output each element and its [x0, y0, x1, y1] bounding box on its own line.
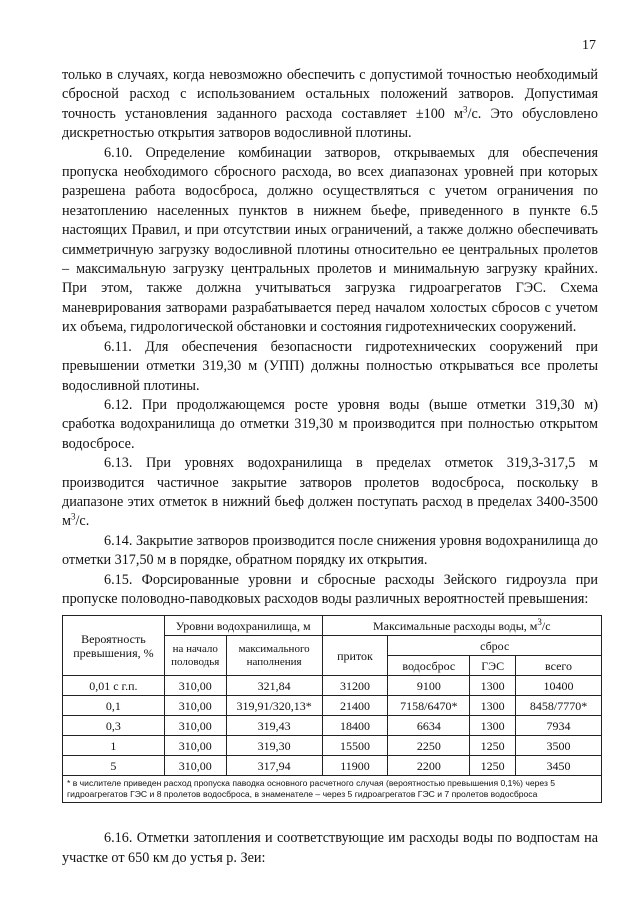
table-footnote: * в числителе приведен расход пропуска паводка основного расчетного случая (вероятностью превышения 0,1%) через 5 гидроагрегатов ГЭС и 8 пролетов водосброса, в знаменателе – через 5 гидроагрегатов ГЭС и 7 пролетов водосброса: [63, 776, 602, 803]
paragraph-6-16: 6.16. Отметки затопления и соответствующие им расходы воды по водпостам на участке от 650 км до устья р. Зеи:: [62, 830, 598, 866]
paragraph-6-12: 6.12. При продолжающемся росте уровня воды (выше отметки 319,30 м) сработка водохранилища до отметки 319,30 м производится при полностью открытом водосбросе.: [62, 396, 598, 452]
header-start-level: на начало половодья: [164, 636, 226, 676]
header-inflow: приток: [322, 636, 388, 676]
paragraph-6-14: 6.14. Закрытие затворов производится после снижения уровня водохранилища до отметки 317,50 м в порядке, обратном порядку их открытия.: [62, 532, 598, 569]
header-levels: Уровни водохранилища, м: [164, 616, 322, 636]
paragraph-6-11: 6.11. Для обеспечения безопасности гидротехнических сооружений при превышении отметки 319,30 м (УПП) должны полностью открываться все пролеты водосливной плотины.: [62, 338, 598, 394]
paragraph-6-13: 6.13. При уровнях водохранилища в пределах отметок 319,3-317,5 м производится частичное закрытие затворов пролетов водосброса, поскольку в диапазоне этих отметок в нижний бьеф должен поступать расход в пределах 3400-3500 $м^3/с$.: [62, 455, 598, 530]
header-max-level: максимального наполнения: [226, 636, 322, 676]
header-total: всего: [516, 656, 602, 676]
table-row: 1 310,00 319,30 15500 2250 1250 3500: [63, 736, 602, 756]
header-spillway: водосброс: [388, 656, 470, 676]
paragraph-6-10: 6.10. Определение комбинации затворов, открываемых для обеспечения пропуска необходимого сбросного расхода, во всех диапазонах уровней при которых разрешена работа водосброса, должно осуществляться с учетом ограничения по незатоплению населенных пунктов в нижнем бьефе, приведенного в пункте 6.5 настоящих Правил, и при отсутствии иных ограничений, а также должно обеспечивать симметричную загрузку водосливной плотины относительно ее центральных пролетов – максимальную загрузку центральных пролетов и минимальную загрузку крайних. При этом, также должна учитываться загрузка гидроагрегатов ГЭС. Схема маневрирования затворами разрабатывается перед началом холостых сбросов с учетом их объема, гидрологической обстановки и состояния гидротехнических сооружений.: [62, 144, 598, 336]
table-row: 0,01 с г.п. 310,00 321,84 31200 9100 1300 10400: [63, 676, 602, 696]
document-body: [62, 66, 598, 868]
page-number: 17: [582, 38, 596, 53]
header-probability: Вероятность превышения, %: [63, 616, 165, 676]
spacer: [62, 803, 598, 829]
flood-levels-table: [62, 615, 602, 803]
table-row: 0,1 310,00 319,91/320,13* 21400 7158/6470* 1300 8458/7770*: [63, 696, 602, 716]
header-discharge: сброс: [388, 636, 602, 656]
paragraph-6-15: 6.15. Форсированные уровни и сбросные расходы Зейского гидроузла при пропуске половодно-паводковых расходов воды различных вероятностей превышения:: [62, 571, 598, 607]
header-hpp: ГЭС: [470, 656, 516, 676]
paragraph-continuation: только в случаях, когда невозможно обеспечить с допустимой точностью необходимый сбросной расход с использованием остальных положений затворов. Допустимая точность установления заданного расхода составляет ±100 $м^3/с$. Это обусловлено дискретностью открытия затворов водосливной плотины.: [62, 67, 598, 142]
table-row: 0,3 310,00 319,43 18400 6634 1300 7934: [63, 716, 602, 736]
table-row: 5 310,00 317,94 11900 2200 1250 3450: [63, 756, 602, 776]
header-flows: Максимальные расходы воды, $м^3/с$: [322, 616, 601, 636]
